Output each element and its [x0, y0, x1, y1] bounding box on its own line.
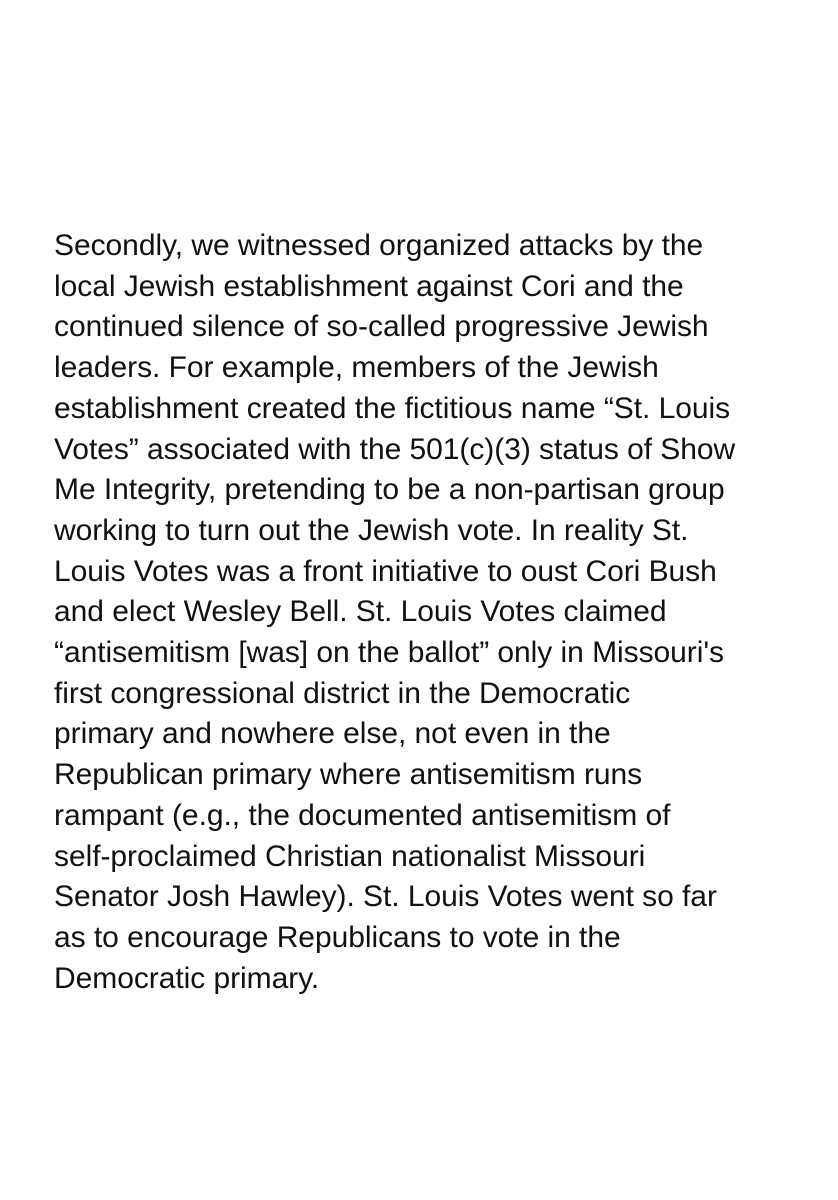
paragraph-line: local Jewish establishment against Cori and the — [54, 269, 684, 303]
paragraph-line: Senator Josh Hawley). St. Louis Votes went so far — [54, 880, 717, 914]
paragraph-line: self-proclaimed Christian nationalist Missouri — [54, 839, 646, 873]
paragraph-line: Votes” associated with the 501(c)(3) status of Show — [54, 432, 736, 466]
paragraph-line: Democratic primary. — [54, 961, 320, 995]
paragraph-line: leaders. For example, members of the Jewish — [54, 351, 659, 385]
paragraph-line: and elect Wesley Bell. St. Louis Votes claimed — [54, 595, 667, 629]
paragraph-line: Louis Votes was a front initiative to oust Cori Bush — [54, 554, 717, 588]
paragraph-line: rampant (e.g., the documented antisemitism of — [54, 798, 671, 832]
paragraph-line: Me Integrity, pretending to be a non-partisan group — [54, 473, 725, 507]
paragraph-line: Secondly, we witnessed organized attacks by the — [54, 229, 704, 262]
paragraph-line: as to encourage Republicans to vote in the — [54, 920, 621, 954]
paragraph-line: continued silence of so-called progressive Jewish — [54, 310, 709, 344]
paragraph-line: primary and nowhere else, not even in the — [54, 717, 611, 751]
paragraph-line: “antisemitism [was] on the ballot” only in Missouri's — [54, 636, 724, 670]
body-paragraph — [54, 226, 834, 999]
paragraph-line: working to turn out the Jewish vote. In reality St. — [54, 513, 689, 547]
paragraph-line: establishment created the fictitious name “St. Louis — [54, 391, 731, 425]
paragraph-line: Republican primary where antisemitism runs — [54, 758, 643, 792]
paragraph-line: first congressional district in the Democratic — [54, 676, 631, 710]
